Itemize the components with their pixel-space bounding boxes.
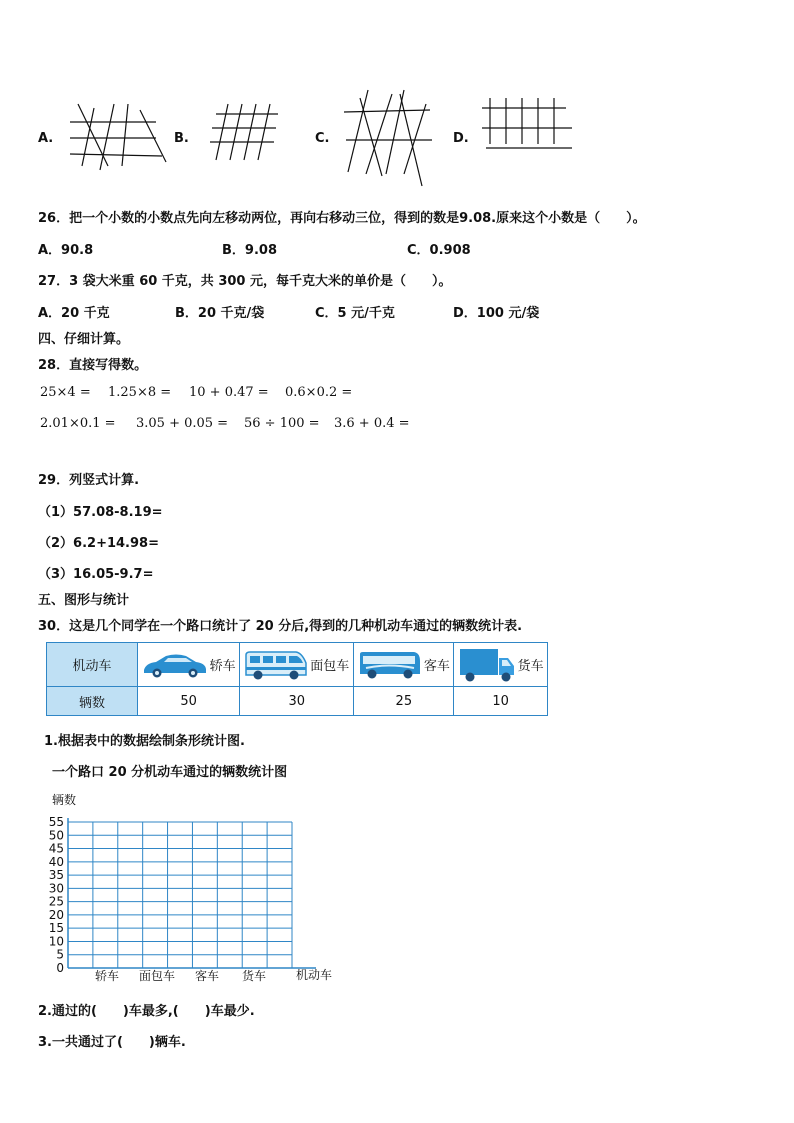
- q25-figure-b: [208, 102, 280, 162]
- q28-r1-c4: 0.6×0.2 =: [285, 385, 353, 400]
- section-5-heading: 五、图形与统计: [38, 593, 130, 608]
- q25-option-a-label: A.: [38, 131, 54, 146]
- q30-sub2: 2.通过的( )车最多,( )车最少.: [38, 1004, 255, 1019]
- q25-figure-a: [70, 100, 170, 172]
- q28-r2-c2: 3.05 + 0.05 =: [136, 416, 229, 431]
- count-bus: 25: [354, 687, 454, 716]
- q27-text: 27．3 袋大米重 60 千克，共 300 元，每千克大米的单价是（ ）。: [38, 274, 452, 289]
- vehicle-label-bus: 客车: [423, 659, 450, 674]
- table-cell-truck: [454, 643, 548, 687]
- chart-title: 一个路口 20 分机动车通过的辆数统计图: [52, 765, 288, 780]
- bus-icon: [358, 649, 422, 681]
- y-tick-label: 45: [48, 841, 64, 856]
- y-tick-label: 40: [48, 854, 64, 869]
- section-4-heading: 四、仔细计算。: [38, 332, 130, 347]
- q26-option-a: A．90.8: [38, 243, 94, 258]
- truck-icon: [458, 646, 516, 684]
- q26-option-c: C．0.908: [407, 243, 471, 258]
- q28-r1-c1: 25×4 =: [40, 385, 91, 400]
- table-cell-bus: [354, 643, 454, 687]
- y-tick-label: 55: [48, 815, 64, 829]
- table-header-count: 辆数: [47, 687, 138, 716]
- vehicle-label-van: 面包车: [310, 659, 350, 674]
- q28-title: 28．直接写得数。: [38, 358, 148, 373]
- van-icon: [244, 649, 308, 681]
- q25-figure-c: [342, 88, 434, 188]
- q28-r1-c3: 10 + 0.47 =: [189, 385, 269, 400]
- q25-option-d-label: D.: [453, 131, 469, 146]
- y-tick-label: 20: [48, 907, 64, 922]
- q29-item-2: （2）6.2+14.98=: [38, 536, 159, 551]
- q29-item-1: （1）57.08-8.19=: [38, 505, 163, 520]
- q25-option-c-label: C.: [315, 131, 330, 146]
- y-tick-label: 10: [48, 934, 64, 949]
- q26-text: 26．把一个小数的小数点先向左移动两位，再向右移动三位，得到的数是9.08.原来这个小数是（ ）。: [38, 211, 646, 226]
- x-category-label: 客车: [194, 969, 220, 983]
- chart-x-axis-label: 机动车: [296, 968, 333, 982]
- table-cell-van: [240, 643, 354, 687]
- q28-r2-c3: 56 ÷ 100 =: [244, 416, 320, 431]
- q25-option-b-label: B.: [174, 131, 189, 146]
- q30-sub1: 1.根据表中的数据绘制条形统计图.: [44, 734, 245, 749]
- chart-y-axis-label: 辆数: [52, 793, 77, 807]
- y-tick-label: 15: [48, 921, 64, 936]
- q25-figure-d: [480, 96, 574, 150]
- y-tick-label: 25: [48, 894, 64, 909]
- vehicle-label-sedan: 轿车: [209, 659, 236, 674]
- y-tick-label: 50: [48, 828, 64, 843]
- vehicle-count-table: [46, 642, 548, 716]
- q29-item-3: （3）16.05-9.7=: [38, 567, 154, 582]
- q29-title: 29．列竖式计算.: [38, 473, 140, 488]
- y-tick-label: 30: [48, 881, 64, 896]
- q28-r2-c1: 2.01×0.1 =: [40, 416, 116, 431]
- q28-r2-c4: 3.6 + 0.4 =: [334, 416, 410, 431]
- q30-text: 30．这是几个同学在一个路口统计了 20 分后,得到的几种机动车通过的辆数统计表.: [38, 619, 523, 634]
- x-category-label: 货车: [241, 969, 267, 983]
- table-cell-sedan: [138, 643, 240, 687]
- y-tick-label: 5: [56, 947, 64, 962]
- x-category-label: 面包车: [138, 969, 176, 983]
- x-category-label: 轿车: [94, 969, 120, 983]
- q27-option-b: B．20 千克/袋: [175, 306, 265, 321]
- sedan-car-icon: [142, 650, 208, 680]
- q27-option-c: C．5 元/千克: [315, 306, 395, 321]
- q27-option-a: A．20 千克: [38, 306, 110, 321]
- vehicle-label-truck: 货车: [517, 659, 544, 674]
- count-van: 30: [240, 687, 354, 716]
- count-sedan: 50: [138, 687, 240, 716]
- q28-r1-c2: 1.25×8 =: [108, 385, 172, 400]
- q30-sub3: 3.一共通过了( )辆车.: [38, 1035, 186, 1050]
- y-tick-label: 0: [56, 961, 64, 975]
- table-header-vehicle: 机动车: [47, 643, 138, 687]
- q27-option-d: D．100 元/袋: [453, 306, 540, 321]
- count-truck: 10: [454, 687, 548, 716]
- y-tick-label: 35: [48, 868, 64, 883]
- q26-option-b: B．9.08: [222, 243, 277, 258]
